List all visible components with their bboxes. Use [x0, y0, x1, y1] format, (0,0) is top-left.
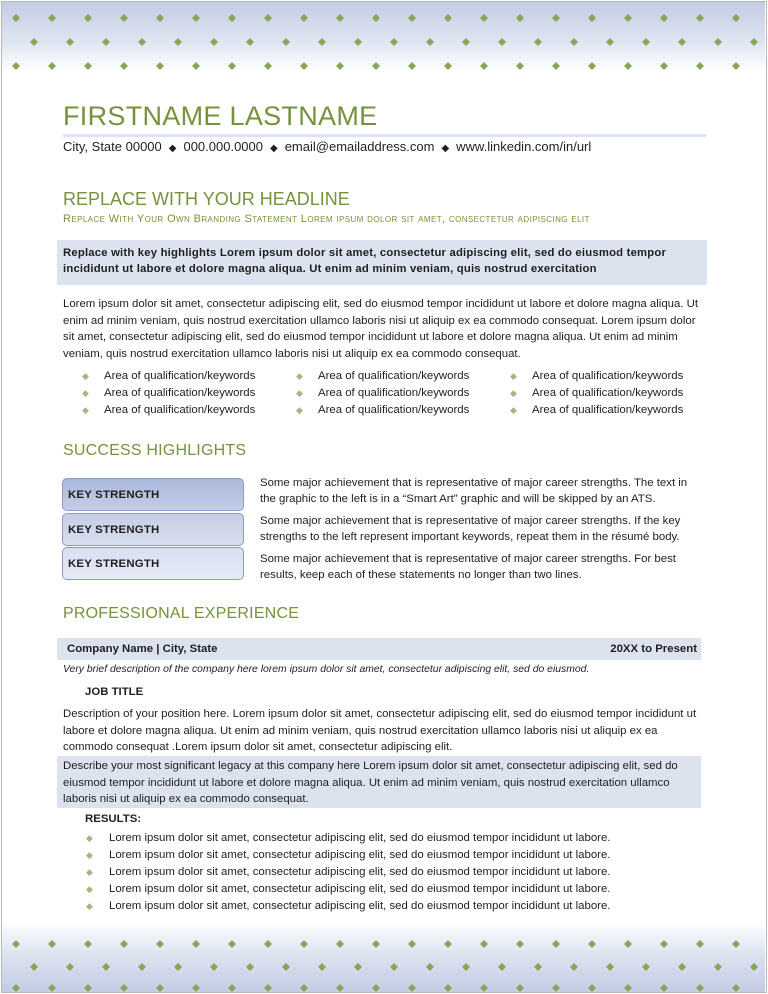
diamond-pattern-icon: [282, 38, 290, 46]
diamond-pattern-icon: [660, 62, 668, 70]
keyword-text: Area of qualification/keywords: [532, 370, 684, 382]
diamond-bullet-icon: ◆: [510, 388, 517, 398]
diamond-pattern-icon: [732, 62, 740, 70]
diamond-pattern-icon: [264, 940, 272, 948]
diamond-pattern-icon: [732, 14, 740, 22]
diamond-bullet-icon: ◆: [86, 884, 93, 894]
results-label: RESULTS:: [85, 813, 142, 825]
diamond-pattern-icon: [192, 984, 200, 992]
diamond-pattern-icon: [210, 963, 218, 971]
keyword-item: [510, 385, 724, 402]
legacy-box: Describe your most significant legacy at this company here Lorem ipsum dolor sit amet, consectetur adipiscing elit, sed do eiusmod tempor incididunt ut labore et dolore magna aliqua. Ut enim ad minim veniam, quis nostrud exercitation ullamco laboris nisi ut aliquip ex ea commodo consequat.: [57, 756, 701, 808]
summary-paragraph: Lorem ipsum dolor sit amet, consectetur adipiscing elit, sed do eiusmod tempor incididunt ut labore et dolore magna aliqua. Ut enim ad minim veniam, quis nostrud exercitation ullamco laboris nisi ut aliquip ex ea commodo consequat. Lorem ipsum dolor sit amet, consectetur adipiscing elit, sed do eiusmod tempor incididunt ut labore et dolore magna aliqua. Ut enim ad minim veniam, quis nostrud exercitation ullamco laboris nisi ut aliquip ex ea commodo consequat.: [63, 298, 699, 360]
diamond-pattern-icon: [12, 14, 20, 22]
diamond-pattern-icon: [120, 62, 128, 70]
diamond-pattern-icon: [228, 984, 236, 992]
diamond-pattern-icon: [516, 14, 524, 22]
diamond-pattern-icon: [390, 963, 398, 971]
diamond-pattern-icon: [66, 38, 74, 46]
diamond-pattern-icon: [210, 38, 218, 46]
diamond-bullet-icon: ◆: [82, 405, 89, 415]
diamond-pattern-icon: [156, 62, 164, 70]
diamond-pattern-icon: [282, 963, 290, 971]
diamond-pattern-icon: [408, 14, 416, 22]
diamond-pattern-icon: [84, 14, 92, 22]
professional-experience-heading: PROFESSIONAL EXPERIENCE: [63, 605, 300, 622]
diamond-pattern-icon: [444, 14, 452, 22]
job-title: JOB TITLE: [85, 686, 144, 698]
keyword-item: [296, 385, 510, 402]
diamond-pattern-icon: [696, 14, 704, 22]
diamond-pattern-icon: [732, 984, 740, 992]
diamond-bullet-icon: ◆: [86, 901, 93, 911]
diamond-pattern-icon: [84, 62, 92, 70]
diamond-pattern-icon: [120, 14, 128, 22]
keyword-text: Area of qualification/keywords: [318, 404, 470, 416]
diamond-pattern-icon: [372, 984, 380, 992]
diamond-bullet-icon: ◆: [296, 388, 303, 398]
contact-email[interactable]: email@emailaddress.com: [284, 139, 435, 154]
diamond-pattern-icon: [426, 963, 434, 971]
list-item: [86, 847, 610, 864]
key-highlights-box: [57, 240, 707, 285]
achievement-text: Some major achievement that is representative of major career strengths. If the key strengths to the left represent important keywords, repeat them in the résumé body.: [260, 515, 681, 543]
diamond-pattern-icon: [552, 940, 560, 948]
diamond-pattern-icon: [516, 62, 524, 70]
diamond-pattern-icon: [264, 14, 272, 22]
diamond-pattern-icon: [102, 963, 110, 971]
diamond-pattern-bottom: [2, 922, 765, 992]
diamond-pattern-icon: [48, 940, 56, 948]
diamond-pattern-icon: [12, 984, 20, 992]
result-text: Lorem ipsum dolor sit amet, consectetur adipiscing elit, sed do eiusmod tempor incididunt ut labore.: [109, 832, 611, 844]
result-text: Lorem ipsum dolor sit amet, consectetur adipiscing elit, sed do eiusmod tempor incididunt ut labore.: [109, 883, 611, 895]
bottom-decorative-band: [2, 922, 765, 992]
branding-statement: Replace With Your Own Branding Statement Lorem ipsum dolor sit amet, consectetur adipiscing elit: [63, 213, 590, 225]
diamond-bullet-icon: ◆: [296, 371, 303, 381]
diamond-pattern-icon: [30, 38, 38, 46]
diamond-separator-icon: ◆: [441, 143, 450, 154]
result-text: Lorem ipsum dolor sit amet, consectetur adipiscing elit, sed do eiusmod tempor incididunt ut labore.: [109, 866, 611, 878]
diamond-bullet-icon: ◆: [296, 405, 303, 415]
keyword-text: Area of qualification/keywords: [532, 387, 684, 399]
result-text: Lorem ipsum dolor sit amet, consectetur adipiscing elit, sed do eiusmod tempor incididunt ut labore.: [109, 900, 611, 912]
diamond-pattern-top: [2, 2, 765, 72]
diamond-pattern-icon: [264, 984, 272, 992]
diamond-pattern-icon: [228, 14, 236, 22]
diamond-pattern-icon: [750, 963, 758, 971]
diamond-pattern-icon: [696, 984, 704, 992]
contact-line: [63, 139, 591, 154]
diamond-pattern-icon: [102, 38, 110, 46]
diamond-pattern-icon: [588, 984, 596, 992]
diamond-bullet-icon: ◆: [86, 867, 93, 877]
diamond-bullet-icon: ◆: [82, 371, 89, 381]
diamond-pattern-icon: [588, 940, 596, 948]
diamond-pattern-icon: [552, 984, 560, 992]
diamond-pattern-icon: [678, 963, 686, 971]
keyword-item: [296, 368, 510, 385]
diamond-pattern-icon: [30, 963, 38, 971]
diamond-separator-icon: ◆: [168, 143, 177, 154]
diamond-pattern-icon: [336, 940, 344, 948]
diamond-pattern-icon: [156, 14, 164, 22]
diamond-pattern-icon: [534, 963, 542, 971]
diamond-bullet-icon: ◆: [510, 405, 517, 415]
diamond-pattern-icon: [480, 940, 488, 948]
diamond-pattern-icon: [354, 963, 362, 971]
diamond-pattern-icon: [174, 38, 182, 46]
diamond-pattern-icon: [192, 62, 200, 70]
diamond-pattern-icon: [192, 940, 200, 948]
diamond-pattern-icon: [570, 38, 578, 46]
diamond-pattern-icon: [372, 62, 380, 70]
diamond-pattern-icon: [624, 14, 632, 22]
diamond-pattern-icon: [624, 984, 632, 992]
diamond-pattern-icon: [498, 963, 506, 971]
diamond-pattern-icon: [48, 14, 56, 22]
diamond-pattern-icon: [138, 38, 146, 46]
diamond-pattern-icon: [444, 984, 452, 992]
keyword-text: Area of qualification/keywords: [104, 404, 256, 416]
diamond-pattern-icon: [588, 62, 596, 70]
top-decorative-band: [2, 2, 765, 72]
diamond-pattern-icon: [318, 38, 326, 46]
diamond-pattern-icon: [660, 14, 668, 22]
diamond-pattern-icon: [588, 14, 596, 22]
diamond-pattern-icon: [696, 940, 704, 948]
diamond-bullet-icon: ◆: [86, 850, 93, 860]
diamond-pattern-icon: [300, 984, 308, 992]
key-highlights-line: incididunt ut labore et dolore magna aliqua. Ut enim ad minim veniam, quis nostrud exercitation: [63, 263, 597, 275]
diamond-bullet-icon: ◆: [86, 833, 93, 843]
diamond-pattern-icon: [570, 963, 578, 971]
keywords-grid: [82, 368, 722, 419]
keyword-item: [510, 402, 724, 419]
contact-phone: 000.000.0000: [183, 139, 263, 154]
result-text: Lorem ipsum dolor sit amet, consectetur adipiscing elit, sed do eiusmod tempor incididunt ut labore.: [109, 849, 611, 861]
key-strength-box: KEY STRENGTH: [62, 547, 244, 580]
company-name: Company Name | City, State: [67, 643, 218, 655]
diamond-pattern-icon: [300, 62, 308, 70]
diamond-pattern-icon: [552, 62, 560, 70]
diamond-pattern-icon: [120, 984, 128, 992]
list-item: [86, 898, 610, 915]
diamond-pattern-icon: [624, 940, 632, 948]
diamond-pattern-icon: [660, 984, 668, 992]
diamond-pattern-icon: [156, 940, 164, 948]
diamond-pattern-icon: [246, 38, 254, 46]
headline: REPLACE WITH YOUR HEADLINE: [63, 189, 350, 209]
diamond-pattern-icon: [660, 940, 668, 948]
diamond-pattern-icon: [606, 38, 614, 46]
diamond-pattern-icon: [120, 940, 128, 948]
diamond-pattern-icon: [336, 62, 344, 70]
diamond-pattern-icon: [480, 62, 488, 70]
diamond-pattern-icon: [606, 963, 614, 971]
diamond-pattern-icon: [228, 940, 236, 948]
achievement-text: Some major achievement that is representative of major career strengths. The text in the graphic to the left is in a “Smart Art” graphic and will be skipped by an ATS.: [260, 477, 688, 505]
key-strength-box: KEY STRENGTH: [62, 513, 244, 546]
keyword-item: [82, 385, 296, 402]
keyword-text: Area of qualification/keywords: [532, 404, 684, 416]
keyword-text: Area of qualification/keywords: [104, 370, 256, 382]
diamond-pattern-icon: [444, 62, 452, 70]
keyword-item: [82, 368, 296, 385]
diamond-pattern-icon: [48, 984, 56, 992]
diamond-separator-icon: ◆: [270, 143, 278, 154]
diamond-pattern-icon: [156, 984, 164, 992]
keyword-text: Area of qualification/keywords: [318, 387, 470, 399]
diamond-pattern-icon: [66, 963, 74, 971]
achievement-text: Some major achievement that is representative of major career strengths. For best results, keep each of these statements no longer than two lines.: [260, 553, 676, 581]
diamond-pattern-icon: [12, 62, 20, 70]
diamond-pattern-icon: [408, 940, 416, 948]
diamond-pattern-icon: [642, 38, 650, 46]
diamond-pattern-icon: [84, 940, 92, 948]
diamond-pattern-icon: [372, 14, 380, 22]
diamond-pattern-icon: [264, 62, 272, 70]
diamond-pattern-icon: [228, 62, 236, 70]
diamond-pattern-icon: [552, 14, 560, 22]
list-item: [86, 830, 610, 847]
diamond-pattern-icon: [696, 62, 704, 70]
diamond-pattern-icon: [732, 940, 740, 948]
diamond-pattern-icon: [354, 38, 362, 46]
success-highlights-heading: SUCCESS HIGHLIGHTS: [63, 442, 247, 459]
company-bar: [57, 638, 701, 660]
diamond-pattern-icon: [534, 38, 542, 46]
diamond-pattern-icon: [480, 984, 488, 992]
results-list: [86, 830, 610, 915]
diamond-pattern-icon: [444, 940, 452, 948]
diamond-pattern-icon: [714, 38, 722, 46]
diamond-pattern-icon: [390, 38, 398, 46]
diamond-pattern-icon: [246, 963, 254, 971]
diamond-pattern-icon: [462, 38, 470, 46]
diamond-pattern-icon: [480, 14, 488, 22]
name-underline: [63, 134, 706, 137]
diamond-pattern-icon: [642, 963, 650, 971]
employment-dates: 20XX to Present: [610, 643, 697, 655]
contact-location: City, State 00000: [63, 139, 162, 154]
keyword-text: Area of qualification/keywords: [318, 370, 470, 382]
diamond-pattern-icon: [48, 62, 56, 70]
diamond-pattern-icon: [408, 62, 416, 70]
keyword-text: Area of qualification/keywords: [104, 387, 256, 399]
diamond-pattern-icon: [336, 984, 344, 992]
position-description: Description of your position here. Lorem ipsum dolor sit amet, consectetur adipiscing elit, sed do eiusmod tempor incididunt ut labore et dolore magna aliqua. Ut enim ad minim veniam, quis nostrud exercitation ullamco laboris nisi ut aliquip ex ea commodo consequat .Lorem ipsum dolor sit amet, consectetur adipiscing elit.: [63, 708, 697, 753]
diamond-pattern-icon: [714, 963, 722, 971]
diamond-pattern-icon: [624, 62, 632, 70]
diamond-pattern-icon: [516, 940, 524, 948]
diamond-bullet-icon: ◆: [510, 371, 517, 381]
diamond-pattern-icon: [750, 38, 758, 46]
diamond-pattern-icon: [300, 14, 308, 22]
diamond-pattern-icon: [300, 940, 308, 948]
diamond-pattern-icon: [336, 14, 344, 22]
diamond-pattern-icon: [426, 38, 434, 46]
diamond-pattern-icon: [138, 963, 146, 971]
key-strength-box: KEY STRENGTH: [62, 478, 244, 511]
diamond-pattern-icon: [318, 963, 326, 971]
diamond-pattern-icon: [678, 38, 686, 46]
key-highlights-line: Replace with key highlights Lorem ipsum dolor sit amet, consectetur adipiscing elit, sed do eiusmod tempor: [63, 247, 667, 259]
list-item: [86, 864, 610, 881]
diamond-pattern-icon: [12, 940, 20, 948]
candidate-name: FIRSTNAME LASTNAME: [63, 101, 378, 131]
diamond-pattern-icon: [516, 984, 524, 992]
diamond-pattern-icon: [408, 984, 416, 992]
list-item: [86, 881, 610, 898]
keyword-item: [82, 402, 296, 419]
keyword-item: [510, 368, 724, 385]
company-description: Very brief description of the company here lorem ipsum dolor sit amet, consectetur adipiscing elit, sed do eiusmod.: [63, 664, 590, 675]
diamond-pattern-icon: [372, 940, 380, 948]
diamond-pattern-icon: [192, 14, 200, 22]
diamond-pattern-icon: [84, 984, 92, 992]
diamond-pattern-icon: [174, 963, 182, 971]
keyword-item: [296, 402, 510, 419]
diamond-pattern-icon: [498, 38, 506, 46]
diamond-bullet-icon: ◆: [82, 388, 89, 398]
contact-linkedin[interactable]: www.linkedin.com/in/url: [456, 139, 592, 154]
diamond-pattern-icon: [462, 963, 470, 971]
